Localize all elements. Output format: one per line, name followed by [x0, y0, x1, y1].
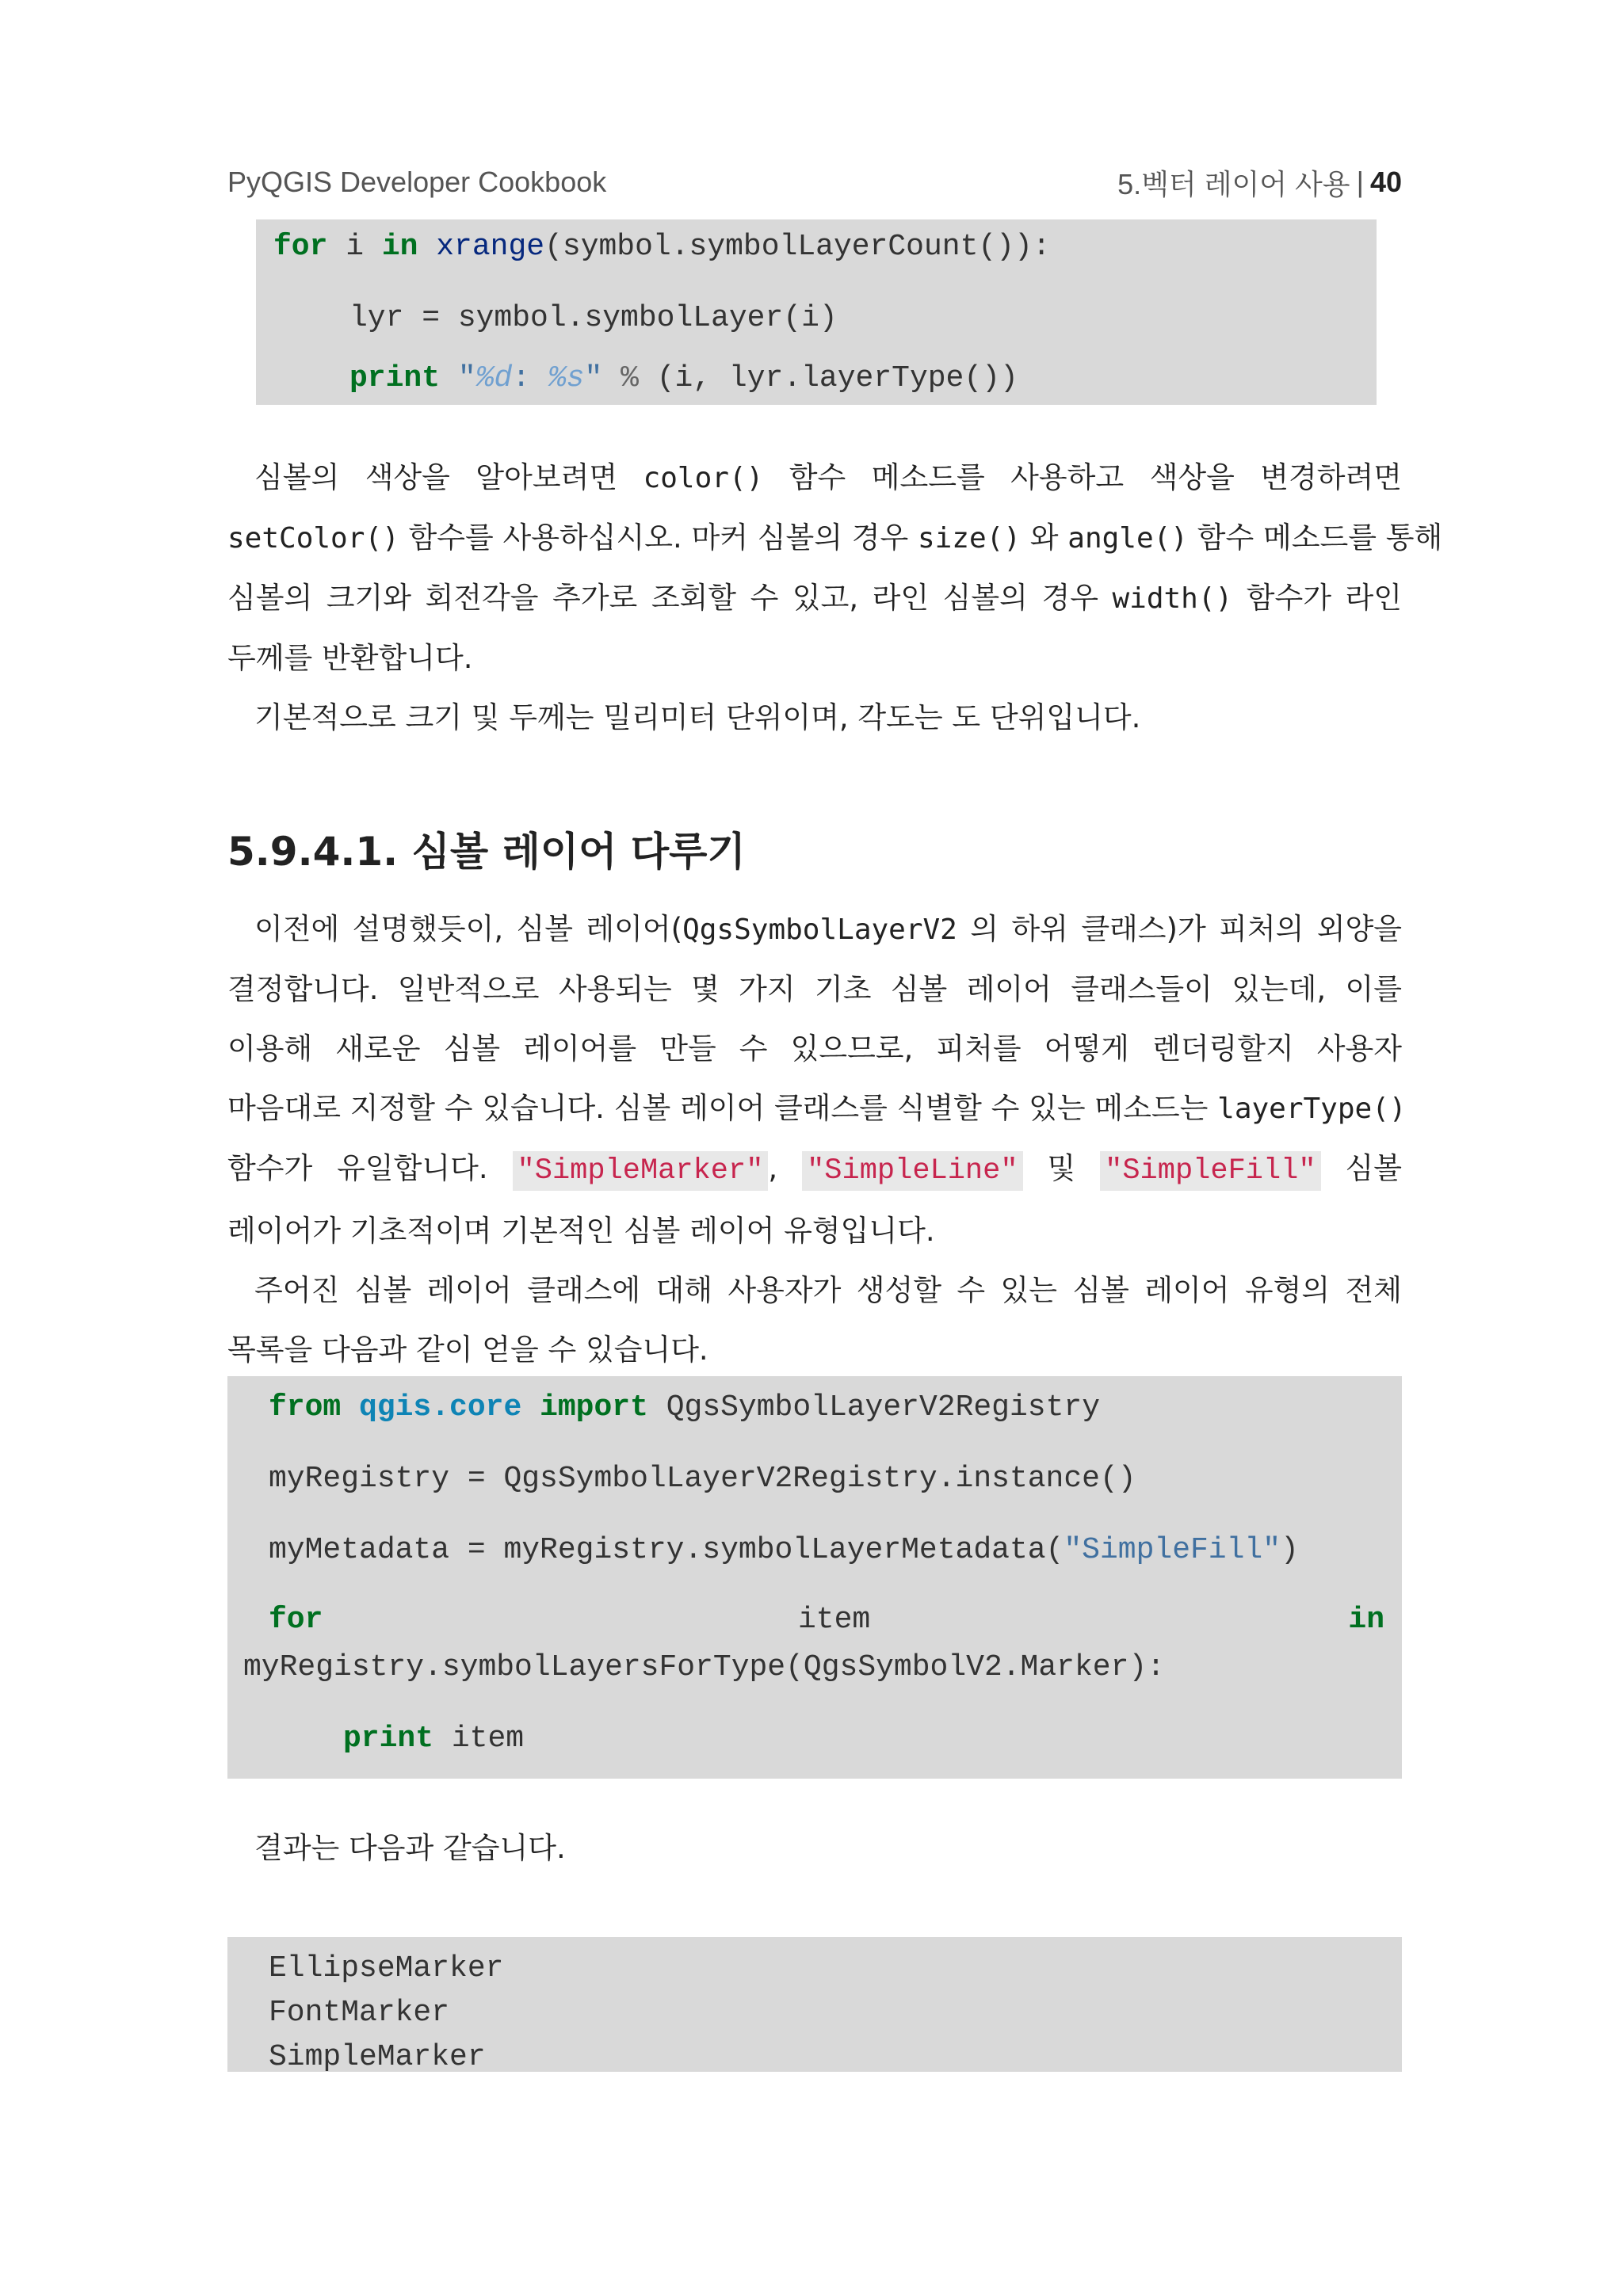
result-text: 결과는 다음과 같습니다. — [254, 1831, 566, 1865]
book-title: PyQGIS Developer Cookbook — [227, 166, 607, 198]
code-line: print "%d: %s" % (i, lyr.layerType()) — [349, 361, 1018, 395]
output-line: SimpleMarker — [269, 2040, 486, 2074]
code-line: myRegistry = QgsSymbolLayerV2Registry.instance() — [269, 1462, 1136, 1496]
section-title: 5.9.4.1. 심볼 레이어 다루기 — [227, 829, 746, 875]
code-line: myRegistry.symbolLayersForType(QgsSymbolV2.Marker): — [243, 1650, 1165, 1684]
code-line: print item — [343, 1722, 525, 1756]
header-divider: | — [1356, 166, 1364, 198]
header-section — [1117, 162, 1402, 203]
code-line: for — [269, 1603, 323, 1637]
output-line: EllipseMarker — [269, 1951, 504, 1985]
paragraph-symbol-properties: 심볼의 색상을 알아보려면 color() 함수 메소드를 사용하고 색상을 변경하려면 setColor() 함수를 사용하십시오. 마커 심볼의 경우 size() 와 angle() 함수 메소드를 통해 심볼의 크기와 회전각을 추가로 조회할 수 있고, 라인 심볼의 경우 width() 함수가 라인 두께를 반환합니다. 기본적으로 크기 및 두께는 밀리미터 단위이며, 각도는 도 단위입니다. — [227, 460, 1443, 734]
code-line: for i in xrange(symbol.symbolLayerCount()): — [273, 230, 1051, 264]
code-line: lyr = symbol.symbolLayer(i) — [349, 301, 838, 335]
paragraph-symbol-layers: 이전에 설명했듯이, 심볼 레이어(QgsSymbolLayerV2 의 하위 클래스)가 피처의 외양을 결정합니다. 일반적으로 사용되는 몇 가지 기초 심볼 레이어 클래스들이 있는데, 이를 이용해 새로운 심볼 레이어를 만들 수 있으므로, 피처를 어떻게 렌더링할지 사용자 마음대로 지정할 수 있습니다. 심볼 레이어 클래스를 식별할 수 있는 메소드는 layerType() 함수가 유일합니다. "SimpleMarker" , "SimpleLine" 및 "SimpleFill" 심볼 레이어가 기초적이며 기본적인 심볼 레이어 유형입니다. 주어진 심볼 레이어 클래스에 대해 사용자가 생성할 수 있는 심볼 레이어 유형의 전체 목록을 다음과 같이 얻을 수 있습니다. — [227, 912, 1407, 1367]
chapter-title: 5.벡터 레이어 사용 — [1117, 167, 1350, 200]
code-line: from qgis.core import QgsSymbolLayerV2Registry — [269, 1390, 1100, 1425]
code-block-symbol-layers — [256, 219, 1377, 405]
inline-code-simplefill: "SimpleFill" — [1100, 1151, 1320, 1191]
inline-code-simplemarker: "SimpleMarker" — [513, 1151, 769, 1191]
page-header — [227, 158, 1402, 206]
output-block — [227, 1937, 1402, 2072]
inline-code-simpleline: "SimpleLine" — [802, 1151, 1022, 1191]
code-block-registry — [227, 1376, 1402, 1779]
page-number: 40 — [1369, 166, 1402, 198]
code-line: in — [1348, 1603, 1384, 1637]
output-line: FontMarker — [269, 1996, 450, 2030]
code-line: myMetadata = myRegistry.symbolLayerMetadata("SimpleFill") — [269, 1533, 1299, 1567]
code-line: item — [798, 1603, 871, 1637]
